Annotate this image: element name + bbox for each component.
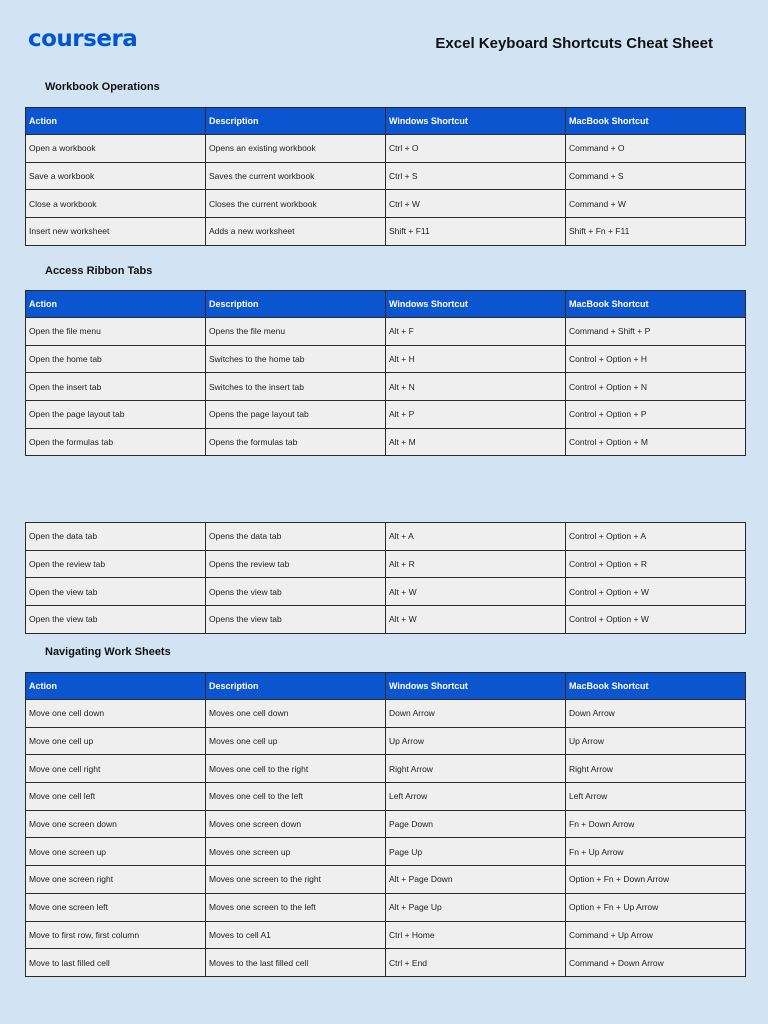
windows-shortcut-cell: Alt + W bbox=[386, 606, 566, 634]
column-header: MacBook Shortcut bbox=[566, 108, 746, 135]
action-cell: Open the review tab bbox=[26, 550, 206, 578]
macbook-shortcut-cell: Down Arrow bbox=[566, 700, 746, 728]
windows-shortcut-cell: Ctrl + End bbox=[386, 949, 566, 977]
windows-shortcut-cell: Alt + P bbox=[386, 401, 566, 429]
description-cell: Closes the current workbook bbox=[206, 190, 386, 218]
macbook-shortcut-cell: Command + Down Arrow bbox=[566, 949, 746, 977]
table-row bbox=[26, 162, 746, 190]
section-title-navigating-work-sheets: Navigating Work Sheets bbox=[45, 646, 171, 658]
action-cell: Open the formulas tab bbox=[26, 428, 206, 456]
table-row bbox=[26, 700, 746, 728]
table-row bbox=[26, 218, 746, 246]
description-cell: Moves one cell to the right bbox=[206, 755, 386, 783]
description-cell: Switches to the home tab bbox=[206, 345, 386, 373]
table-row bbox=[26, 318, 746, 346]
access-ribbon-tabs-continued-table bbox=[25, 522, 746, 634]
action-cell: Open the insert tab bbox=[26, 373, 206, 401]
windows-shortcut-cell: Alt + R bbox=[386, 550, 566, 578]
action-cell: Move one cell right bbox=[26, 755, 206, 783]
action-cell: Open the page layout tab bbox=[26, 401, 206, 429]
description-cell: Moves one screen to the right bbox=[206, 866, 386, 894]
column-header: MacBook Shortcut bbox=[566, 673, 746, 700]
section-title-workbook-operations: Workbook Operations bbox=[45, 81, 160, 93]
action-cell: Save a workbook bbox=[26, 162, 206, 190]
table-row bbox=[26, 428, 746, 456]
table-row bbox=[26, 838, 746, 866]
description-cell: Opens the formulas tab bbox=[206, 428, 386, 456]
windows-shortcut-cell: Right Arrow bbox=[386, 755, 566, 783]
windows-shortcut-cell: Alt + W bbox=[386, 578, 566, 606]
access-ribbon-tabs-table bbox=[25, 290, 746, 456]
macbook-shortcut-cell: Right Arrow bbox=[566, 755, 746, 783]
table-row bbox=[26, 783, 746, 811]
action-cell: Move one cell up bbox=[26, 727, 206, 755]
macbook-shortcut-cell: Control + Option + A bbox=[566, 523, 746, 551]
windows-shortcut-cell: Shift + F11 bbox=[386, 218, 566, 246]
macbook-shortcut-cell: Fn + Up Arrow bbox=[566, 838, 746, 866]
page-title: Excel Keyboard Shortcuts Cheat Sheet bbox=[435, 35, 713, 52]
action-cell: Move to last filled cell bbox=[26, 949, 206, 977]
macbook-shortcut-cell: Command + W bbox=[566, 190, 746, 218]
description-cell: Moves one cell up bbox=[206, 727, 386, 755]
macbook-shortcut-cell: Control + Option + W bbox=[566, 606, 746, 634]
macbook-shortcut-cell: Control + Option + N bbox=[566, 373, 746, 401]
workbook-operations-table bbox=[25, 107, 746, 246]
action-cell: Move one screen up bbox=[26, 838, 206, 866]
action-cell: Move one screen right bbox=[26, 866, 206, 894]
section-title-access-ribbon-tabs: Access Ribbon Tabs bbox=[45, 265, 153, 277]
description-cell: Saves the current workbook bbox=[206, 162, 386, 190]
table-row bbox=[26, 345, 746, 373]
macbook-shortcut-cell: Control + Option + H bbox=[566, 345, 746, 373]
description-cell: Moves one screen to the left bbox=[206, 893, 386, 921]
table-row bbox=[26, 578, 746, 606]
table-row bbox=[26, 755, 746, 783]
windows-shortcut-cell: Ctrl + O bbox=[386, 135, 566, 163]
windows-shortcut-cell: Alt + H bbox=[386, 345, 566, 373]
action-cell: Move one screen down bbox=[26, 810, 206, 838]
table-header-row bbox=[26, 673, 746, 700]
action-cell: Move to first row, first column bbox=[26, 921, 206, 949]
description-cell: Adds a new worksheet bbox=[206, 218, 386, 246]
macbook-shortcut-cell: Command + S bbox=[566, 162, 746, 190]
windows-shortcut-cell: Alt + Page Down bbox=[386, 866, 566, 894]
macbook-shortcut-cell: Command + Shift + P bbox=[566, 318, 746, 346]
navigating-work-sheets-table bbox=[25, 672, 746, 977]
table-header-row bbox=[26, 108, 746, 135]
description-cell: Moves one screen down bbox=[206, 810, 386, 838]
windows-shortcut-cell: Down Arrow bbox=[386, 700, 566, 728]
action-cell: Open a workbook bbox=[26, 135, 206, 163]
action-cell: Insert new worksheet bbox=[26, 218, 206, 246]
description-cell: Switches to the insert tab bbox=[206, 373, 386, 401]
table-row bbox=[26, 606, 746, 634]
action-cell: Move one cell down bbox=[26, 700, 206, 728]
action-cell: Close a workbook bbox=[26, 190, 206, 218]
macbook-shortcut-cell: Left Arrow bbox=[566, 783, 746, 811]
windows-shortcut-cell: Alt + N bbox=[386, 373, 566, 401]
action-cell: Open the data tab bbox=[26, 523, 206, 551]
windows-shortcut-cell: Alt + Page Up bbox=[386, 893, 566, 921]
description-cell: Moves one cell down bbox=[206, 700, 386, 728]
action-cell: Open the file menu bbox=[26, 318, 206, 346]
table-header-row bbox=[26, 291, 746, 318]
windows-shortcut-cell: Alt + M bbox=[386, 428, 566, 456]
coursera-logo: coursera bbox=[28, 26, 138, 52]
description-cell: Opens the page layout tab bbox=[206, 401, 386, 429]
table-row bbox=[26, 893, 746, 921]
action-cell: Open the view tab bbox=[26, 578, 206, 606]
action-cell: Move one screen left bbox=[26, 893, 206, 921]
table-row bbox=[26, 401, 746, 429]
column-header: Windows Shortcut bbox=[386, 673, 566, 700]
table-row bbox=[26, 810, 746, 838]
windows-shortcut-cell: Alt + F bbox=[386, 318, 566, 346]
action-cell: Open the home tab bbox=[26, 345, 206, 373]
column-header: Description bbox=[206, 108, 386, 135]
windows-shortcut-cell: Ctrl + W bbox=[386, 190, 566, 218]
description-cell: Moves one screen up bbox=[206, 838, 386, 866]
column-header: Windows Shortcut bbox=[386, 291, 566, 318]
column-header: Action bbox=[26, 108, 206, 135]
description-cell: Opens the file menu bbox=[206, 318, 386, 346]
windows-shortcut-cell: Page Up bbox=[386, 838, 566, 866]
column-header: Description bbox=[206, 291, 386, 318]
description-cell: Moves to the last filled cell bbox=[206, 949, 386, 977]
table-row bbox=[26, 866, 746, 894]
table-row bbox=[26, 921, 746, 949]
column-header: Windows Shortcut bbox=[386, 108, 566, 135]
windows-shortcut-cell: Alt + A bbox=[386, 523, 566, 551]
description-cell: Moves one cell to the left bbox=[206, 783, 386, 811]
description-cell: Opens the view tab bbox=[206, 578, 386, 606]
macbook-shortcut-cell: Control + Option + M bbox=[566, 428, 746, 456]
table-row bbox=[26, 550, 746, 578]
windows-shortcut-cell: Up Arrow bbox=[386, 727, 566, 755]
description-cell: Moves to cell A1 bbox=[206, 921, 386, 949]
description-cell: Opens the review tab bbox=[206, 550, 386, 578]
table-row bbox=[26, 523, 746, 551]
description-cell: Opens the view tab bbox=[206, 606, 386, 634]
macbook-shortcut-cell: Control + Option + R bbox=[566, 550, 746, 578]
description-cell: Opens the data tab bbox=[206, 523, 386, 551]
table-row bbox=[26, 373, 746, 401]
column-header: Action bbox=[26, 673, 206, 700]
column-header: Description bbox=[206, 673, 386, 700]
column-header: MacBook Shortcut bbox=[566, 291, 746, 318]
column-header: Action bbox=[26, 291, 206, 318]
macbook-shortcut-cell: Up Arrow bbox=[566, 727, 746, 755]
macbook-shortcut-cell: Shift + Fn + F11 bbox=[566, 218, 746, 246]
macbook-shortcut-cell: Command + O bbox=[566, 135, 746, 163]
macbook-shortcut-cell: Option + Fn + Up Arrow bbox=[566, 893, 746, 921]
windows-shortcut-cell: Ctrl + Home bbox=[386, 921, 566, 949]
windows-shortcut-cell: Ctrl + S bbox=[386, 162, 566, 190]
macbook-shortcut-cell: Control + Option + P bbox=[566, 401, 746, 429]
description-cell: Opens an existing workbook bbox=[206, 135, 386, 163]
table-row bbox=[26, 949, 746, 977]
windows-shortcut-cell: Page Down bbox=[386, 810, 566, 838]
windows-shortcut-cell: Left Arrow bbox=[386, 783, 566, 811]
action-cell: Move one cell left bbox=[26, 783, 206, 811]
macbook-shortcut-cell: Fn + Down Arrow bbox=[566, 810, 746, 838]
table-row bbox=[26, 135, 746, 163]
macbook-shortcut-cell: Command + Up Arrow bbox=[566, 921, 746, 949]
action-cell: Open the view tab bbox=[26, 606, 206, 634]
table-row bbox=[26, 727, 746, 755]
macbook-shortcut-cell: Control + Option + W bbox=[566, 578, 746, 606]
macbook-shortcut-cell: Option + Fn + Down Arrow bbox=[566, 866, 746, 894]
table-row bbox=[26, 190, 746, 218]
